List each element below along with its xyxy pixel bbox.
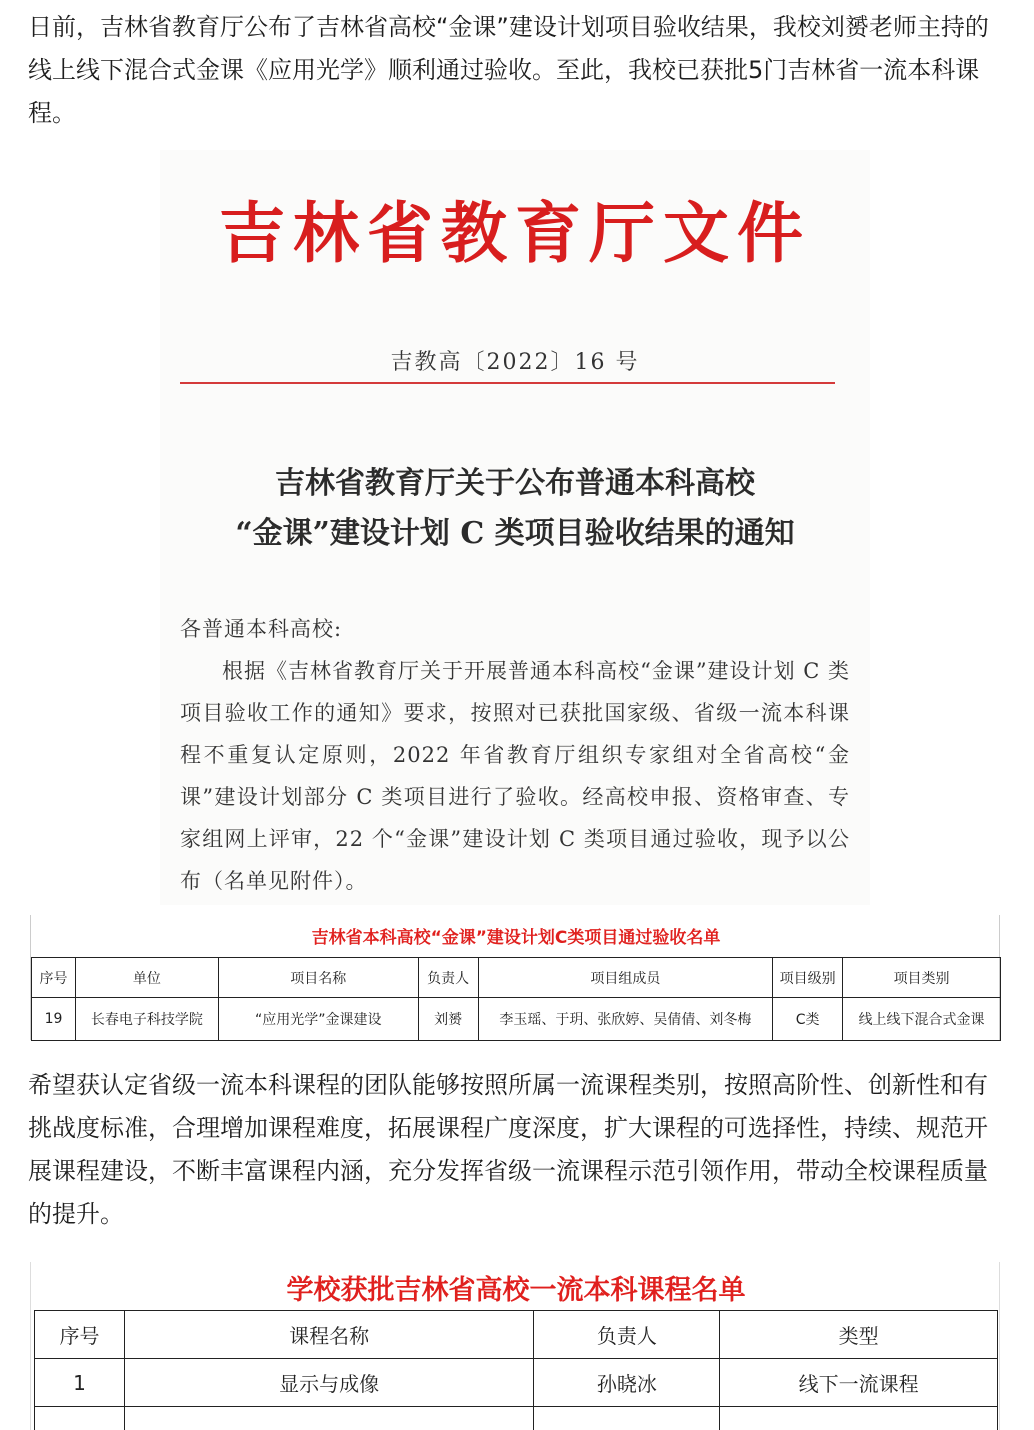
table-row [35, 1359, 998, 1407]
table-header-row [32, 958, 1001, 998]
table-header-cell: 课程名称 [124, 1311, 534, 1359]
document-title-line1: 吉林省教育厅关于公布普通本科高校 [275, 466, 755, 501]
table-cell: 刘赟 [418, 998, 478, 1041]
table-header-cell: 负责人 [534, 1311, 720, 1359]
table-header-cell: 项目名称 [218, 958, 418, 998]
table-cell [534, 1407, 720, 1430]
intro-paragraph: 日前，吉林省教育厅公布了吉林省高校“金课”建设计划项目验收结果，我校刘赟老师主持的线上线下混合式金课《应用光学》顺利通过验收。至此，我校已获批5门吉林省一流本科课程。 [28, 13, 989, 127]
table-cell: 1 [35, 1359, 125, 1407]
first-class-courses-table-block [30, 1262, 1000, 1430]
table2-title: 学校获批吉林省高校一流本科课程名单 [286, 1275, 746, 1306]
document-header: 吉林省教育厅文件 [219, 194, 811, 272]
table-cell [720, 1407, 998, 1430]
table-cell [35, 1407, 125, 1430]
table-cell: 孙晓冰 [534, 1359, 720, 1407]
accepted-projects-table-block [30, 915, 1000, 1040]
table-cell: 长春电子科技学院 [75, 998, 218, 1041]
accepted-projects-table [31, 957, 1001, 1041]
table-header-cell: 项目级别 [773, 958, 843, 998]
red-divider [180, 382, 835, 384]
table-row-cut-off [35, 1407, 998, 1430]
document-number: 吉教高〔2022〕16 号 [390, 350, 640, 375]
table-cell: C类 [773, 998, 843, 1041]
table-cell: 李玉瑶、于玥、张欣婷、吴倩倩、刘冬梅 [478, 998, 773, 1041]
table-cell: 线上线下混合式金课 [843, 998, 1001, 1041]
first-class-courses-table [34, 1310, 998, 1430]
table-cell: 显示与成像 [124, 1359, 534, 1407]
table-cell [124, 1407, 534, 1430]
document-salutation: 各普通本科高校: [180, 617, 343, 641]
document-body-text: 根据《吉林省教育厅关于开展普通本科高校“金课”建设计划 C 类项目验收工作的通知》要求，按照对已获批国家级、省级一流本科课程不重复认定原则，2022 年省教育厅组织专家组对全省高校“金课”建设计划部分 C 类项目进行了验收。经高校申报、资格审查、专家组网上评审，22 个“金课”建设计划 C 类项目通过验收，现予以公布（名单见附件）。 [180, 659, 850, 893]
table-header-row [35, 1311, 998, 1359]
table-header-cell: 负责人 [418, 958, 478, 998]
table1-title: 吉林省本科高校“金课”建设计划C类项目通过验收名单 [311, 928, 721, 948]
closing-paragraph: 希望获认定省级一流本科课程的团队能够按照所属一流课程类别，按照高阶性、创新性和有挑战度标准，合理增加课程难度，拓展课程广度深度，扩大课程的可选择性，持续、规范开展课程建设，不断丰富课程内涵，充分发挥省级一流课程示范引领作用，带动全校课程质量的提升。 [28, 1071, 988, 1228]
table-header-cell: 项目类别 [843, 958, 1001, 998]
table-cell: “应用光学”金课建设 [218, 998, 418, 1041]
document-title-line2: “金课”建设计划 C 类项目验收结果的通知 [235, 516, 795, 551]
table-header-cell: 序号 [35, 1311, 125, 1359]
document-body [180, 608, 850, 902]
table-header-cell: 项目组成员 [478, 958, 773, 998]
table-header-cell: 序号 [32, 958, 76, 998]
table-cell: 19 [32, 998, 76, 1041]
table-cell: 线下一流课程 [720, 1359, 998, 1407]
official-document-image [160, 150, 870, 905]
table-row [32, 998, 1001, 1041]
table-header-cell: 单位 [75, 958, 218, 998]
table-header-cell: 类型 [720, 1311, 998, 1359]
